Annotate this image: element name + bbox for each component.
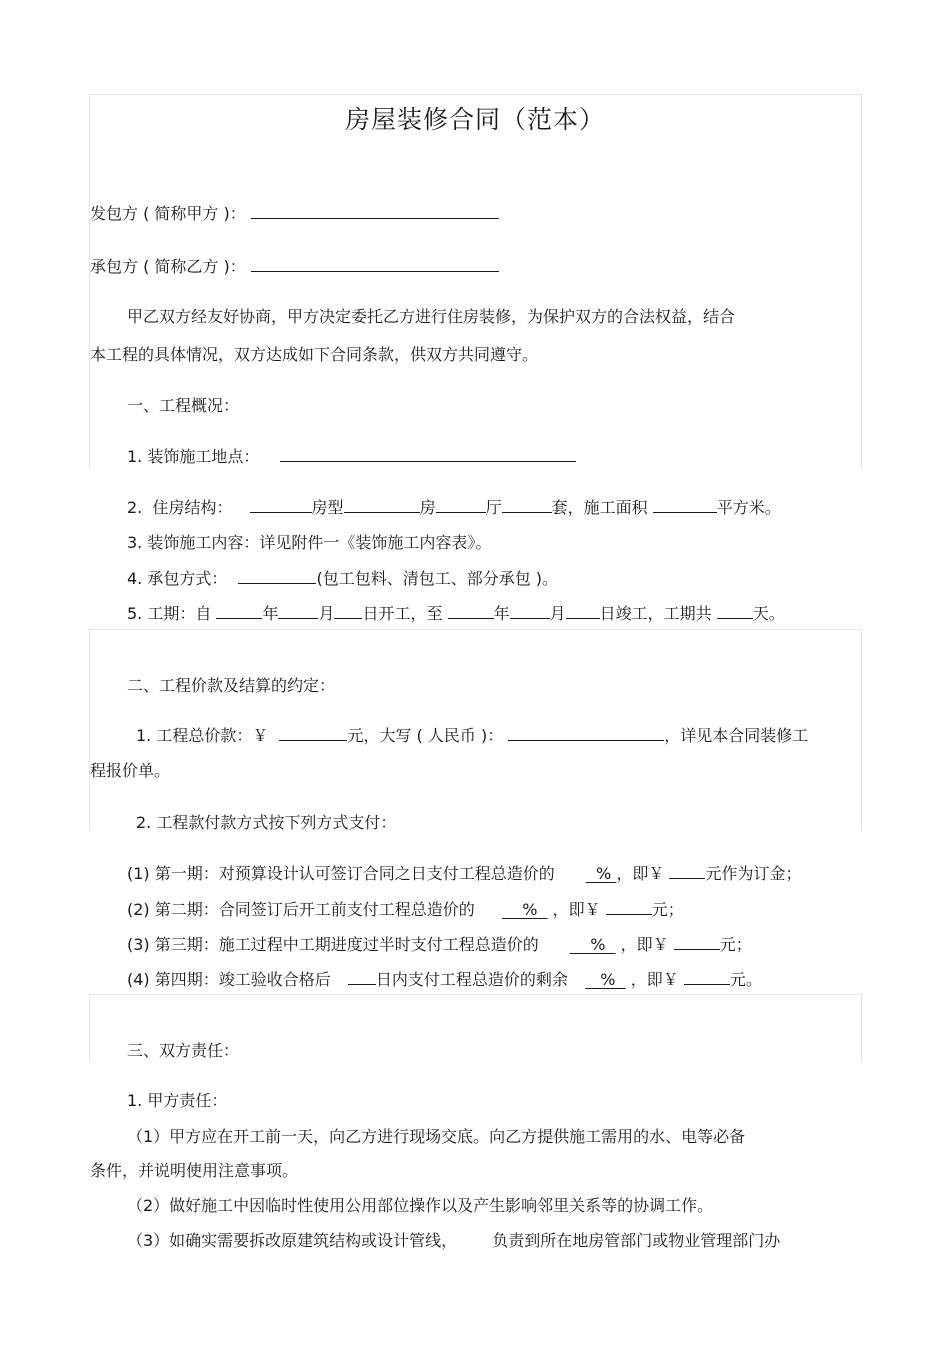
section1-item5 xyxy=(127,602,785,625)
item4-label: 4. 承包方式： xyxy=(127,569,228,588)
halls-blank[interactable] xyxy=(436,496,486,513)
phase2-t2: 元； xyxy=(651,900,684,919)
item4-options: (包工包料、清包工、部分承包 )。 xyxy=(316,569,559,588)
section3-p1-line2: 条件，并说明使用注意事项。 xyxy=(90,1161,299,1180)
document-title: 房屋装修合同（范本） xyxy=(344,105,605,134)
phase1-percent[interactable] xyxy=(586,864,616,883)
section3-p3-part2: 负责到所在地房管部门或物业管理部门办 xyxy=(492,1231,781,1250)
area-blank[interactable] xyxy=(653,496,717,513)
item2-t1: 房型 xyxy=(311,498,344,517)
phase3-t2: 元； xyxy=(719,935,752,954)
phase2-t1: ，即￥ xyxy=(552,900,601,919)
item2-t4: 套，施工面积 xyxy=(551,498,648,517)
phase2-text: (2) 第二期：合同签订后开工前支付工程总造价的 xyxy=(127,900,475,919)
total-price-t2: ，详见本合同装修工 xyxy=(664,726,809,745)
intro-line-2: 本工程的具体情况，双方达成如下合同条款，供双方共同遵守。 xyxy=(90,345,539,364)
item5-t1: 年 xyxy=(262,604,279,623)
section2-heading: 二、工程价款及结算的约定： xyxy=(127,676,336,695)
phase4-t0: 日内支付工程总造价的剩余 xyxy=(375,970,568,989)
section2-item1 xyxy=(136,724,808,747)
party-b-blank[interactable] xyxy=(251,255,499,272)
item2-t2: 房 xyxy=(419,498,436,517)
section1-item4 xyxy=(127,567,558,590)
phase2-pct: % xyxy=(522,900,538,919)
phase-1 xyxy=(127,862,801,885)
item5-t7: 天。 xyxy=(752,604,785,623)
party-a-blank[interactable] xyxy=(251,202,499,219)
phase3-amount-blank[interactable] xyxy=(674,933,720,950)
item5-t5: 月 xyxy=(549,604,566,623)
item2-label: 住房结构： xyxy=(152,498,233,517)
section3-heading: 三、双方责任： xyxy=(127,1041,240,1060)
contract-mode-blank[interactable] xyxy=(238,567,316,584)
sets-blank[interactable] xyxy=(502,496,552,513)
rooms-blank[interactable] xyxy=(344,496,420,513)
phase4-percent[interactable] xyxy=(585,970,626,989)
end-day-blank[interactable] xyxy=(566,602,600,619)
total-price-label: 1. 工程总价款：￥ xyxy=(136,726,269,745)
phase-2 xyxy=(127,898,684,921)
total-price-words-blank[interactable] xyxy=(508,724,664,741)
party-b-label: 承包方 ( 简称乙方 )： xyxy=(90,257,246,276)
item1-label: 1. 装饰施工地点： xyxy=(127,447,260,466)
section3-p2: （2）做好施工中因临时性使用公用部位操作以及产生影响邻里关系等的协调工作。 xyxy=(127,1196,714,1215)
phase1-pct: % xyxy=(596,864,612,883)
intro-line-1: 甲乙双方经友好协商，甲方决定委托乙方进行住房装修，为保护双方的合法权益，结合 xyxy=(127,307,736,326)
item2-t3: 厅 xyxy=(485,498,502,517)
phase3-t1: ，即￥ xyxy=(620,935,669,954)
item5-t2: 月 xyxy=(318,604,335,623)
phase4-text: (4) 第四期：竣工验收合格后 xyxy=(127,970,331,989)
house-type-blank[interactable] xyxy=(250,496,312,513)
item5-t6: 日竣工，工期共 xyxy=(599,604,712,623)
phase-3 xyxy=(127,933,752,956)
phase1-t2: 元作为订金； xyxy=(705,864,802,883)
section2-item1-line2: 程报价单。 xyxy=(90,761,171,780)
section3-p1-line1: （1）甲方应在开工前一天，向乙方进行现场交底。向乙方提供施工需用的水、电等必备 xyxy=(127,1127,746,1146)
section1-item1 xyxy=(127,445,576,468)
duration-blank[interactable] xyxy=(717,602,753,619)
phase4-t2: 元。 xyxy=(729,970,762,989)
party-a-label: 发包方 ( 简称甲方 )： xyxy=(90,204,246,223)
section3-sub1: 1. 甲方责任： xyxy=(127,1091,228,1110)
item5-t3: 日开工，至 xyxy=(362,604,443,623)
phase4-amount-blank[interactable] xyxy=(684,968,730,985)
phase2-percent[interactable] xyxy=(502,900,548,919)
total-price-blank[interactable] xyxy=(279,724,347,741)
phase4-days-blank[interactable] xyxy=(348,968,376,985)
start-month-blank[interactable] xyxy=(278,602,318,619)
section1-item2 xyxy=(127,496,781,519)
item2-num: 2. xyxy=(127,498,143,517)
phase1-amount-blank[interactable] xyxy=(669,862,705,879)
phase3-percent[interactable] xyxy=(570,935,616,954)
item5-t4: 年 xyxy=(493,604,510,623)
phase2-amount-blank[interactable] xyxy=(606,898,652,915)
total-price-t1: 元，大写 ( 人民币 )： xyxy=(347,726,504,745)
phase3-text: (3) 第三期：施工过程中工期进度过半时支付工程总造价的 xyxy=(127,935,539,954)
end-month-blank[interactable] xyxy=(510,602,550,619)
phase1-t1: ，即￥ xyxy=(616,864,665,883)
phase4-t1: ，即￥ xyxy=(630,970,679,989)
section3-p3-part1: （3）如确实需要拆改原建筑结构或设计管线， xyxy=(127,1231,458,1250)
section1-heading: 一、工程概况： xyxy=(127,396,240,415)
start-year-blank[interactable] xyxy=(216,602,262,619)
phase4-pct: % xyxy=(600,970,616,989)
party-b-line xyxy=(90,255,499,278)
location-blank[interactable] xyxy=(280,445,576,462)
section3-p3 xyxy=(127,1230,780,1252)
end-year-blank[interactable] xyxy=(448,602,494,619)
party-a-line xyxy=(90,202,499,225)
section2-item2: 2. 工程款付款方式按下列方式支付： xyxy=(136,813,397,832)
phase3-pct: % xyxy=(590,935,606,954)
section1-item3: 3. 装饰施工内容：详见附件一《装饰施工内容表》。 xyxy=(127,533,492,552)
phase1-text: (1) 第一期：对预算设计认可签订合同之日支付工程总造价的 xyxy=(127,864,555,883)
start-day-blank[interactable] xyxy=(334,602,362,619)
phase-4 xyxy=(127,968,762,991)
item2-t5: 平方米。 xyxy=(716,498,781,517)
item5-label: 5. 工期：自 xyxy=(127,604,212,623)
